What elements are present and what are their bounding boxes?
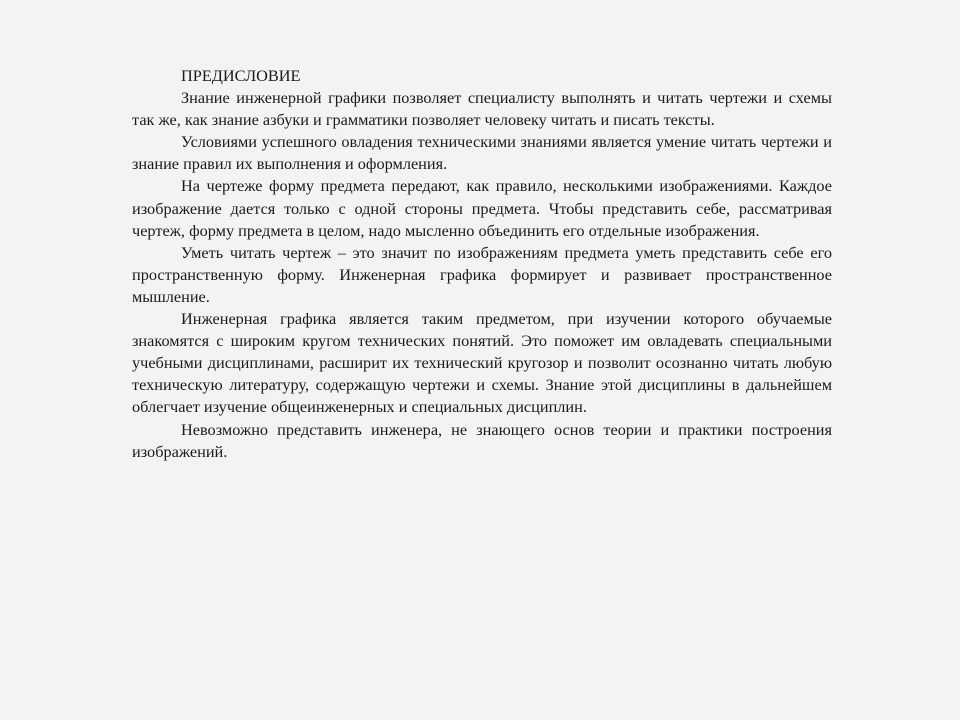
paragraph-3: На чертеже форму предмета передают, как правило, несколькими изображениями. Каждое изображение дается только с одной стороны предмета. Чтобы представить себе, рассматривая чертеж, форму предмета в целом, надо мысленно объединить его отдельные изображения.	[132, 176, 832, 240]
paragraph-4: Уметь читать чертеж – это значит по изображениям предмета уметь представить себе его пространственную форму. Инженерная графика формирует и развивает пространственное мышление.	[132, 242, 832, 306]
paragraph-6: Невозможно представить инженера, не знающего основ теории и практики построения изображений.	[132, 419, 832, 461]
paragraph-2: Условиями успешного овладения техническими знаниями является умение читать чертежи и знание правил их выполнения и оформления.	[132, 132, 832, 174]
preface-title: ПРЕДИСЛОВИЕ	[181, 66, 301, 85]
preface-text-block	[132, 65, 832, 463]
paragraph-5: Инженерная графика является таким предметом, при изучении которого обучаемые знакомятся с широким кругом технических понятий. Это поможет им овладевать специальными учебными дисциплинами, расширит их технический кругозор и позволит осознанно читать любую техническую литературу, содержащую чертежи и схемы. Знание этой дисциплины в дальнейшем облегчает изучение общеинженерных и специальных дисциплин.	[132, 309, 832, 417]
paragraph-1: Знание инженерной графики позволяет специалисту выполнять и читать чертежи и схемы так же, как знание азбуки и грамматики позволяет человеку читать и писать тексты.	[132, 88, 832, 130]
